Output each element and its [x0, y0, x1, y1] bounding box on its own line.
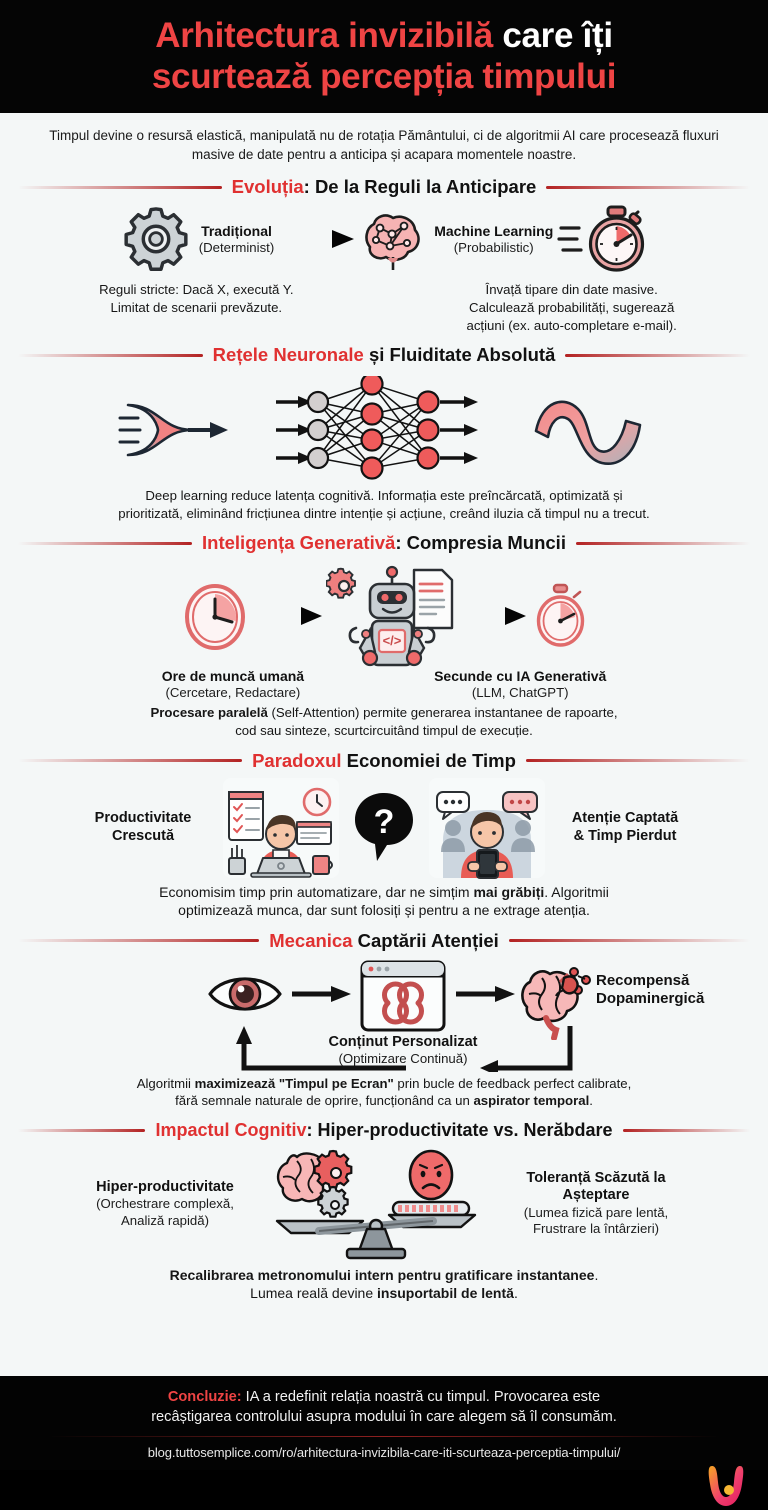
impact-row [18, 1145, 750, 1263]
mecanica-caption [18, 1072, 750, 1112]
stopwatch-icon [557, 202, 649, 276]
paradox-caption [18, 880, 750, 922]
arrow-right-icon [458, 605, 530, 627]
productivity-label-2: Crescută [111, 827, 175, 844]
ml-caption: Învață tipare din date masive. Calculează probabilități, sugerează acțiuni (ex. auto-completare e-mail). [466, 282, 677, 333]
caption-l2-pre: Lumea reală devine [250, 1285, 378, 1302]
attention-label-1: Atenție Captată [571, 810, 679, 827]
section-paradox [18, 744, 750, 924]
rule-left [18, 186, 222, 189]
caption-bold: mai grăbiți [473, 883, 545, 900]
traditional-caption: Reguli stricte: Dacă X, execută Y. Limitat de scenarii prevăzute. [99, 282, 294, 315]
funnel-flow-icon [118, 391, 238, 469]
gear-icon [119, 202, 193, 276]
conclusion-line1: IA a redefinit relația noastră cu timpul. Provocarea este [241, 1389, 601, 1406]
caption-l2-post: . [589, 1093, 593, 1109]
section-retele [18, 338, 750, 526]
content-body [0, 113, 768, 1376]
section-heading [18, 344, 750, 366]
personalized-content-label: Conținut Personalizat [328, 1033, 478, 1050]
caption-l2-pre: fără semnale naturale de oprire, funcționând ca un [175, 1093, 474, 1109]
section-title-rest: Captării Atenției [352, 929, 499, 951]
retele-row [18, 376, 750, 484]
evolutie-captions [18, 278, 750, 336]
svg-text:?: ? [373, 802, 395, 841]
title-highlight: Arhitectura invizibilă [155, 16, 493, 55]
worker-productive-icon [221, 776, 341, 880]
rule-left [18, 759, 242, 762]
footer-divider [48, 1436, 720, 1437]
source-url[interactable]: blog.tuttosemplice.com/ro/arhitectura-invizibila-care-iti-scurteaza-perceptia-timpului/ [147, 1445, 621, 1460]
section-title [269, 930, 499, 952]
conclusion-line2: recâștigarea controlului asupra modului în care alegem să îl consumăm. [151, 1408, 617, 1425]
mecanica-diagram [18, 954, 750, 1072]
section-title-em: Inteligența Generativă [202, 532, 396, 554]
caption-mid: prin bucle de feedback perfect calibrate, [393, 1075, 632, 1091]
attention-block [555, 810, 695, 845]
phone-distracted-icon [427, 776, 547, 880]
rule-left [18, 939, 259, 942]
caption-dot: . [594, 1266, 599, 1283]
low-tolerance-label-1: Toleranță Scăzută la [526, 1169, 666, 1186]
section-evolutie [18, 170, 750, 338]
section-heading [18, 532, 750, 554]
ai-seconds-label: Secunde cu IA Generativă [434, 668, 607, 685]
neural-network-icon [272, 376, 496, 484]
retele-caption: Deep learning reduce latența cognitivă. Informația este preîncărcată, optimizată și prioritizată, eliminând fricțiunea dintre intenție și acțiune, creând iluzia că timpul nu a trecut. [118, 488, 650, 521]
ai-seconds-block [434, 668, 606, 701]
impact-caption [18, 1263, 750, 1309]
section-title-rest: și Fluiditate Absolută [363, 344, 556, 366]
intro-paragraph: Timpul devine o resursă elastică, manipulată nu de rotația Pământului, ci de algoritmii AI care procesează fluxuri masive de date pentru a anticipa și acapara momentele noastre. [49, 128, 719, 162]
caption-bold-1: maximizează "Timpul pe Ecran" [194, 1075, 394, 1091]
caption-pre: Algoritmii [136, 1075, 195, 1091]
section-title [213, 344, 556, 366]
generativa-caption [18, 701, 750, 741]
brain-gears-icon [278, 1151, 351, 1217]
section-generativa [18, 526, 750, 743]
section-title-rest: : Hiper-productivitate vs. Nerăbdare [306, 1119, 613, 1140]
caption-bold: Procesare paralelă [150, 705, 268, 721]
caption-line2: optimizează munca, dar sunt folosiți și pentru a ne extrage atenția. [178, 902, 590, 919]
footer-banner [0, 1376, 768, 1470]
hyperproductivity-block [67, 1179, 263, 1229]
arrow-right-icon [280, 228, 358, 250]
title-plain: care îți [492, 16, 613, 55]
ai-seconds-sub: (LLM, ChatGPT) [471, 684, 569, 700]
dopamine-label-block [596, 972, 704, 1008]
attention-label-2: & Timp Pierdut [573, 827, 677, 844]
section-title-em: Impactul Cognitiv [155, 1119, 307, 1140]
ml-label: Machine Learning [434, 222, 554, 239]
dopamine-label-1: Recompensă [596, 971, 690, 989]
rule-right [526, 759, 750, 762]
rule-left [18, 354, 203, 357]
caption-line2: cod sau sinteze, scurtcircuitând timpul de execuție. [235, 723, 533, 739]
rule-right [509, 939, 750, 942]
rule-right [623, 1129, 750, 1132]
sad-face-icon [410, 1151, 452, 1199]
caption-rest: (Self-Attention) permite generarea instantanee de rapoarte, [267, 705, 618, 721]
caption-l2-post: . [513, 1285, 518, 1302]
balance-scale-icon [267, 1145, 487, 1263]
human-hours-label: Ore de muncă umană [161, 668, 305, 685]
personalized-content-sub: (Optimizare Continuă) [338, 1051, 468, 1067]
generativa-row [18, 558, 750, 674]
rule-left [18, 542, 192, 545]
conclusion-label: Concluzie: [167, 1389, 242, 1406]
caption-bold-2: insuportabil de lentă [377, 1285, 514, 1302]
brain-network-icon [360, 206, 430, 272]
section-heading [18, 930, 750, 952]
section-title-rest: : Compresia Muncii [395, 532, 566, 554]
productivity-block [73, 810, 213, 845]
section-heading [18, 1120, 750, 1141]
hyperproductivity-sub-1: (Orchestrare complexă, [96, 1196, 234, 1212]
caption-bold-1: Recalibrarea metronomului intern pentru gratificare instantanee [169, 1266, 595, 1283]
human-hours-block [162, 668, 304, 701]
caption-bold-2: aspirator temporal [473, 1093, 590, 1109]
rule-right [565, 354, 750, 357]
section-impact [18, 1114, 750, 1311]
section-title [202, 532, 566, 554]
arrow-right-icon [290, 984, 354, 1004]
header-banner [0, 0, 768, 113]
traditional-label: Tradițional [201, 222, 272, 239]
feedback-loop-arrow-icon [198, 1008, 614, 1072]
section-mecanica [18, 924, 750, 1114]
traditional-sub: (Determinist) [198, 239, 275, 255]
rule-right [546, 186, 750, 189]
question-bubble-icon [349, 787, 419, 869]
section-title [155, 1120, 612, 1141]
productivity-label-1: Productivitate [94, 810, 192, 827]
low-tolerance-sub-1: (Lumea fizică pare lentă, [523, 1204, 669, 1220]
wave-icon [530, 391, 650, 469]
conclusion-text [22, 1388, 746, 1427]
low-tolerance-block [491, 1170, 701, 1238]
section-title-em: Mecanica [269, 929, 353, 951]
dopamine-label-2: Dopaminergică [596, 989, 705, 1007]
title-line2: scurtează percepția timpului [151, 56, 617, 96]
evolutie-row [18, 202, 750, 276]
section-title-rest: : De la Reguli la Anticipare [303, 176, 537, 198]
u-logo-icon [706, 1462, 746, 1510]
rule-left [18, 1129, 145, 1132]
section-title-em: Rețele Neuronale [212, 344, 364, 366]
stopwatch-small-icon [530, 579, 592, 653]
clock-icon [176, 577, 254, 655]
paradox-row [18, 776, 750, 880]
hyperproductivity-label: Hiper-productivitate [96, 1178, 234, 1195]
arrow-right-icon [454, 984, 518, 1004]
section-title-rest: Economiei de Timp [341, 749, 516, 771]
robot-icon [326, 558, 458, 674]
svg-text:</>: </> [382, 633, 402, 649]
section-title [232, 176, 537, 198]
caption-pre: Economisim timp prin automatizare, dar ne simțim [159, 883, 474, 900]
hyperproductivity-sub-2: Analiză rapidă) [121, 1212, 209, 1228]
low-tolerance-label-2: Așteptare [562, 1187, 630, 1204]
caption-post: . Algoritmii [544, 883, 609, 900]
arrow-right-icon [254, 605, 326, 627]
section-title-em: Evoluția [231, 176, 304, 198]
ml-sub: (Probabilistic) [453, 239, 534, 255]
rule-right [576, 542, 750, 545]
section-title [252, 750, 516, 772]
section-heading [18, 750, 750, 772]
section-heading [18, 176, 750, 198]
human-hours-sub: (Cercetare, Redactare) [165, 684, 301, 700]
low-tolerance-sub-2: Frustrare la întârzieri) [532, 1221, 660, 1237]
section-title-em: Paradoxul [252, 749, 342, 771]
page-title [20, 16, 748, 97]
